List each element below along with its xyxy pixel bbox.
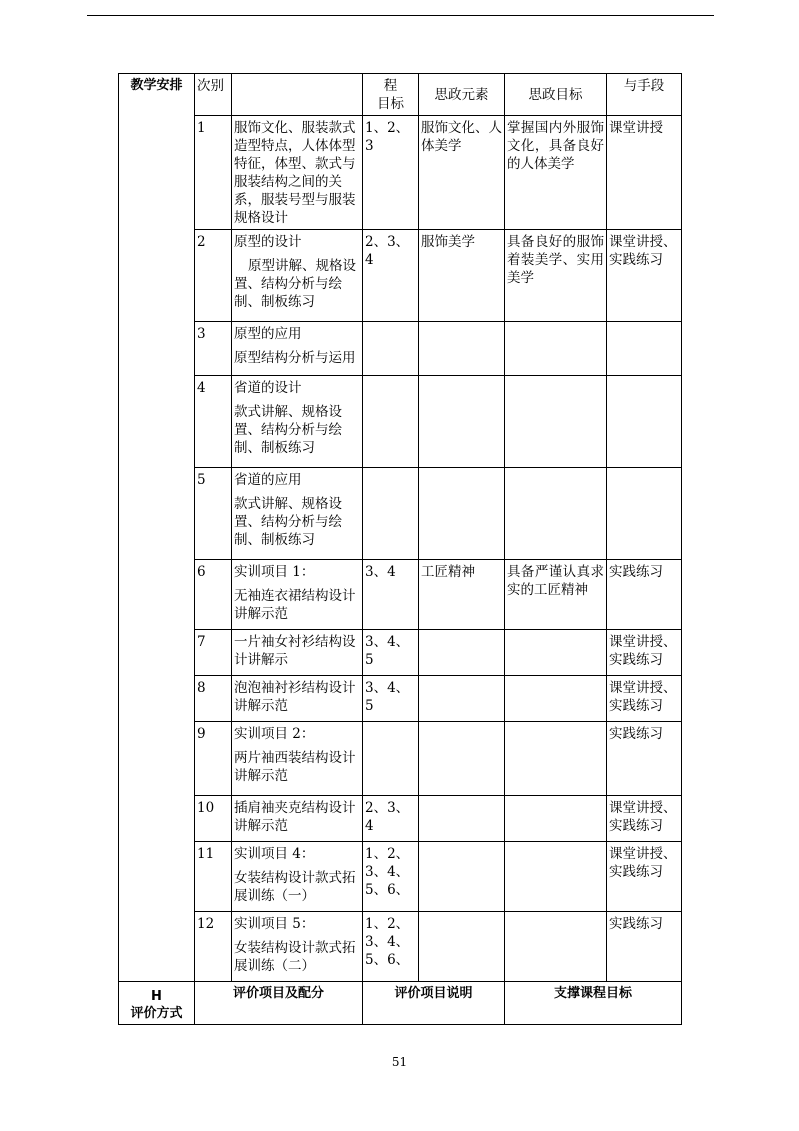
session-number: 7 — [195, 630, 232, 676]
session-content — [232, 796, 363, 842]
session-content — [232, 676, 363, 722]
schedule-row — [119, 630, 682, 676]
ideological-goal: 具备良好的服饰着装美学、实用美学 — [505, 230, 607, 322]
ideological-element — [419, 676, 505, 722]
col-header-support-objectives: 支撑课程目标 — [505, 982, 682, 1025]
session-title: 泡泡袖衬衫结构设计讲解示范 — [234, 680, 356, 714]
session-number: 2 — [195, 230, 232, 322]
course-objectives — [363, 322, 419, 376]
session-content — [232, 842, 363, 912]
ideological-goal — [505, 468, 607, 560]
teaching-method — [607, 376, 682, 468]
schedule-row — [119, 468, 682, 560]
section-label-teaching-arrangement: 教学安排 — [119, 74, 195, 982]
session-title: 实训项目 5： — [234, 916, 315, 932]
course-objectives: 3、4、5 — [363, 630, 419, 676]
session-detail: 两片袖西装结构设计讲解示范 — [234, 750, 356, 784]
course-objectives: 2、3、4 — [363, 230, 419, 322]
col-header-method: 与手段 — [607, 74, 682, 116]
session-title: 一片袖女衬衫结构设计讲解示 — [234, 634, 356, 668]
schedule-row — [119, 560, 682, 630]
ideological-goal: 掌握国内外服饰文化，具备良好的人体美学 — [505, 116, 607, 230]
session-number: 12 — [195, 912, 232, 982]
teaching-method: 实践练习 — [607, 722, 682, 796]
ideological-element: 服饰美学 — [419, 230, 505, 322]
teaching-method — [607, 322, 682, 376]
ideological-goal — [505, 842, 607, 912]
session-content — [232, 722, 363, 796]
col-header-eval-items: 评价项目及配分 — [195, 982, 363, 1025]
teaching-method: 课堂讲授、实践练习 — [607, 630, 682, 676]
session-number: 10 — [195, 796, 232, 842]
session-detail: 女装结构设计款式拓展训练（二） — [234, 940, 356, 974]
course-objectives: 3、4、5 — [363, 676, 419, 722]
teaching-method — [607, 468, 682, 560]
session-title: 原型的设计 — [234, 234, 302, 250]
ideological-goal — [505, 722, 607, 796]
course-objectives — [363, 468, 419, 560]
evaluation-label: H 评价方式 — [119, 982, 195, 1025]
session-content — [232, 560, 363, 630]
schedule-row — [119, 230, 682, 322]
schedule-row — [119, 322, 682, 376]
course-objectives — [363, 722, 419, 796]
header-row — [119, 74, 682, 116]
schedule-row — [119, 116, 682, 230]
session-detail: 原型结构分析与运用 — [234, 350, 356, 366]
ideological-goal — [505, 676, 607, 722]
header-rule — [87, 15, 714, 16]
schedule-row — [119, 842, 682, 912]
session-detail: 女装结构设计款式拓展训练（一） — [234, 870, 356, 904]
col-header-eval-desc: 评价项目说明 — [363, 982, 505, 1025]
session-content — [232, 230, 363, 322]
ideological-element — [419, 376, 505, 468]
ideological-element — [419, 722, 505, 796]
teaching-method: 课堂讲授 — [607, 116, 682, 230]
session-title: 实训项目 4： — [234, 846, 315, 862]
ideological-element — [419, 842, 505, 912]
ideological-goal — [505, 630, 607, 676]
col-header-goal: 思政目标 — [505, 74, 607, 116]
ideological-element — [419, 796, 505, 842]
ideological-element: 服饰文化、人体美学 — [419, 116, 505, 230]
ideological-goal: 具备严谨认真求实的工匠精神 — [505, 560, 607, 630]
session-title: 实训项目 2： — [234, 726, 315, 742]
course-objectives: 1、2、3 — [363, 116, 419, 230]
evaluation-header-row — [119, 982, 682, 1025]
session-title: 省道的应用 — [234, 472, 302, 488]
ideological-element — [419, 468, 505, 560]
session-detail: 无袖连衣裙结构设计讲解示范 — [234, 588, 356, 622]
col-header-objective: 程 目标 — [363, 74, 419, 116]
session-title: 实训项目 1： — [234, 564, 315, 580]
session-detail: 款式讲解、规格设置、结构分析与绘制、制板练习 — [234, 404, 342, 456]
session-number: 11 — [195, 842, 232, 912]
session-title: 插肩袖夹克结构设计讲解示范 — [234, 800, 356, 834]
course-objectives: 1、2、3、4、5、6、 — [363, 912, 419, 982]
session-detail: 原型讲解、规格设置、结构分析与绘制、制板练习 — [234, 258, 356, 310]
teaching-method: 课堂讲授、实践练习 — [607, 842, 682, 912]
ideological-goal — [505, 376, 607, 468]
session-number: 8 — [195, 676, 232, 722]
teaching-method: 课堂讲授、实践练习 — [607, 676, 682, 722]
ideological-goal — [505, 912, 607, 982]
teaching-method: 课堂讲授、实践练习 — [607, 796, 682, 842]
teaching-method: 实践练习 — [607, 560, 682, 630]
teaching-method: 实践练习 — [607, 912, 682, 982]
col-header-number: 次别 — [195, 74, 232, 116]
session-title: 省道的设计 — [234, 380, 302, 396]
col-header-element: 思政元素 — [419, 74, 505, 116]
session-title: 原型的应用 — [234, 326, 302, 342]
schedule-row — [119, 376, 682, 468]
ideological-goal — [505, 322, 607, 376]
session-content — [232, 912, 363, 982]
session-number: 9 — [195, 722, 232, 796]
session-detail: 款式讲解、规格设置、结构分析与绘制、制板练习 — [234, 496, 342, 548]
session-content — [232, 630, 363, 676]
schedule-row — [119, 796, 682, 842]
ideological-element: 工匠精神 — [419, 560, 505, 630]
session-number: 5 — [195, 468, 232, 560]
ideological-goal — [505, 796, 607, 842]
course-objectives: 2、3、4 — [363, 796, 419, 842]
session-number: 6 — [195, 560, 232, 630]
schedule-row — [119, 722, 682, 796]
ideological-element — [419, 912, 505, 982]
teaching-method: 课堂讲授、实践练习 — [607, 230, 682, 322]
page-number: 51 — [391, 1055, 408, 1069]
course-objectives: 3、4 — [363, 560, 419, 630]
ideological-element — [419, 630, 505, 676]
schedule-row — [119, 912, 682, 982]
session-content — [232, 322, 363, 376]
session-number: 3 — [195, 322, 232, 376]
col-header-content — [232, 74, 363, 116]
session-content — [232, 376, 363, 468]
course-objectives — [363, 376, 419, 468]
ideological-element — [419, 322, 505, 376]
session-content — [232, 468, 363, 560]
course-objectives: 1、2、3、4、5、6、 — [363, 842, 419, 912]
teaching-schedule-table — [118, 73, 682, 1025]
session-number: 1 — [195, 116, 232, 230]
session-title: 服饰文化、服装款式造型特点，人体体型特征，体型、款式与服装结构之间的关系，服装号型与服装规格设计 — [234, 120, 356, 226]
session-content — [232, 116, 363, 230]
schedule-row — [119, 676, 682, 722]
session-number: 4 — [195, 376, 232, 468]
